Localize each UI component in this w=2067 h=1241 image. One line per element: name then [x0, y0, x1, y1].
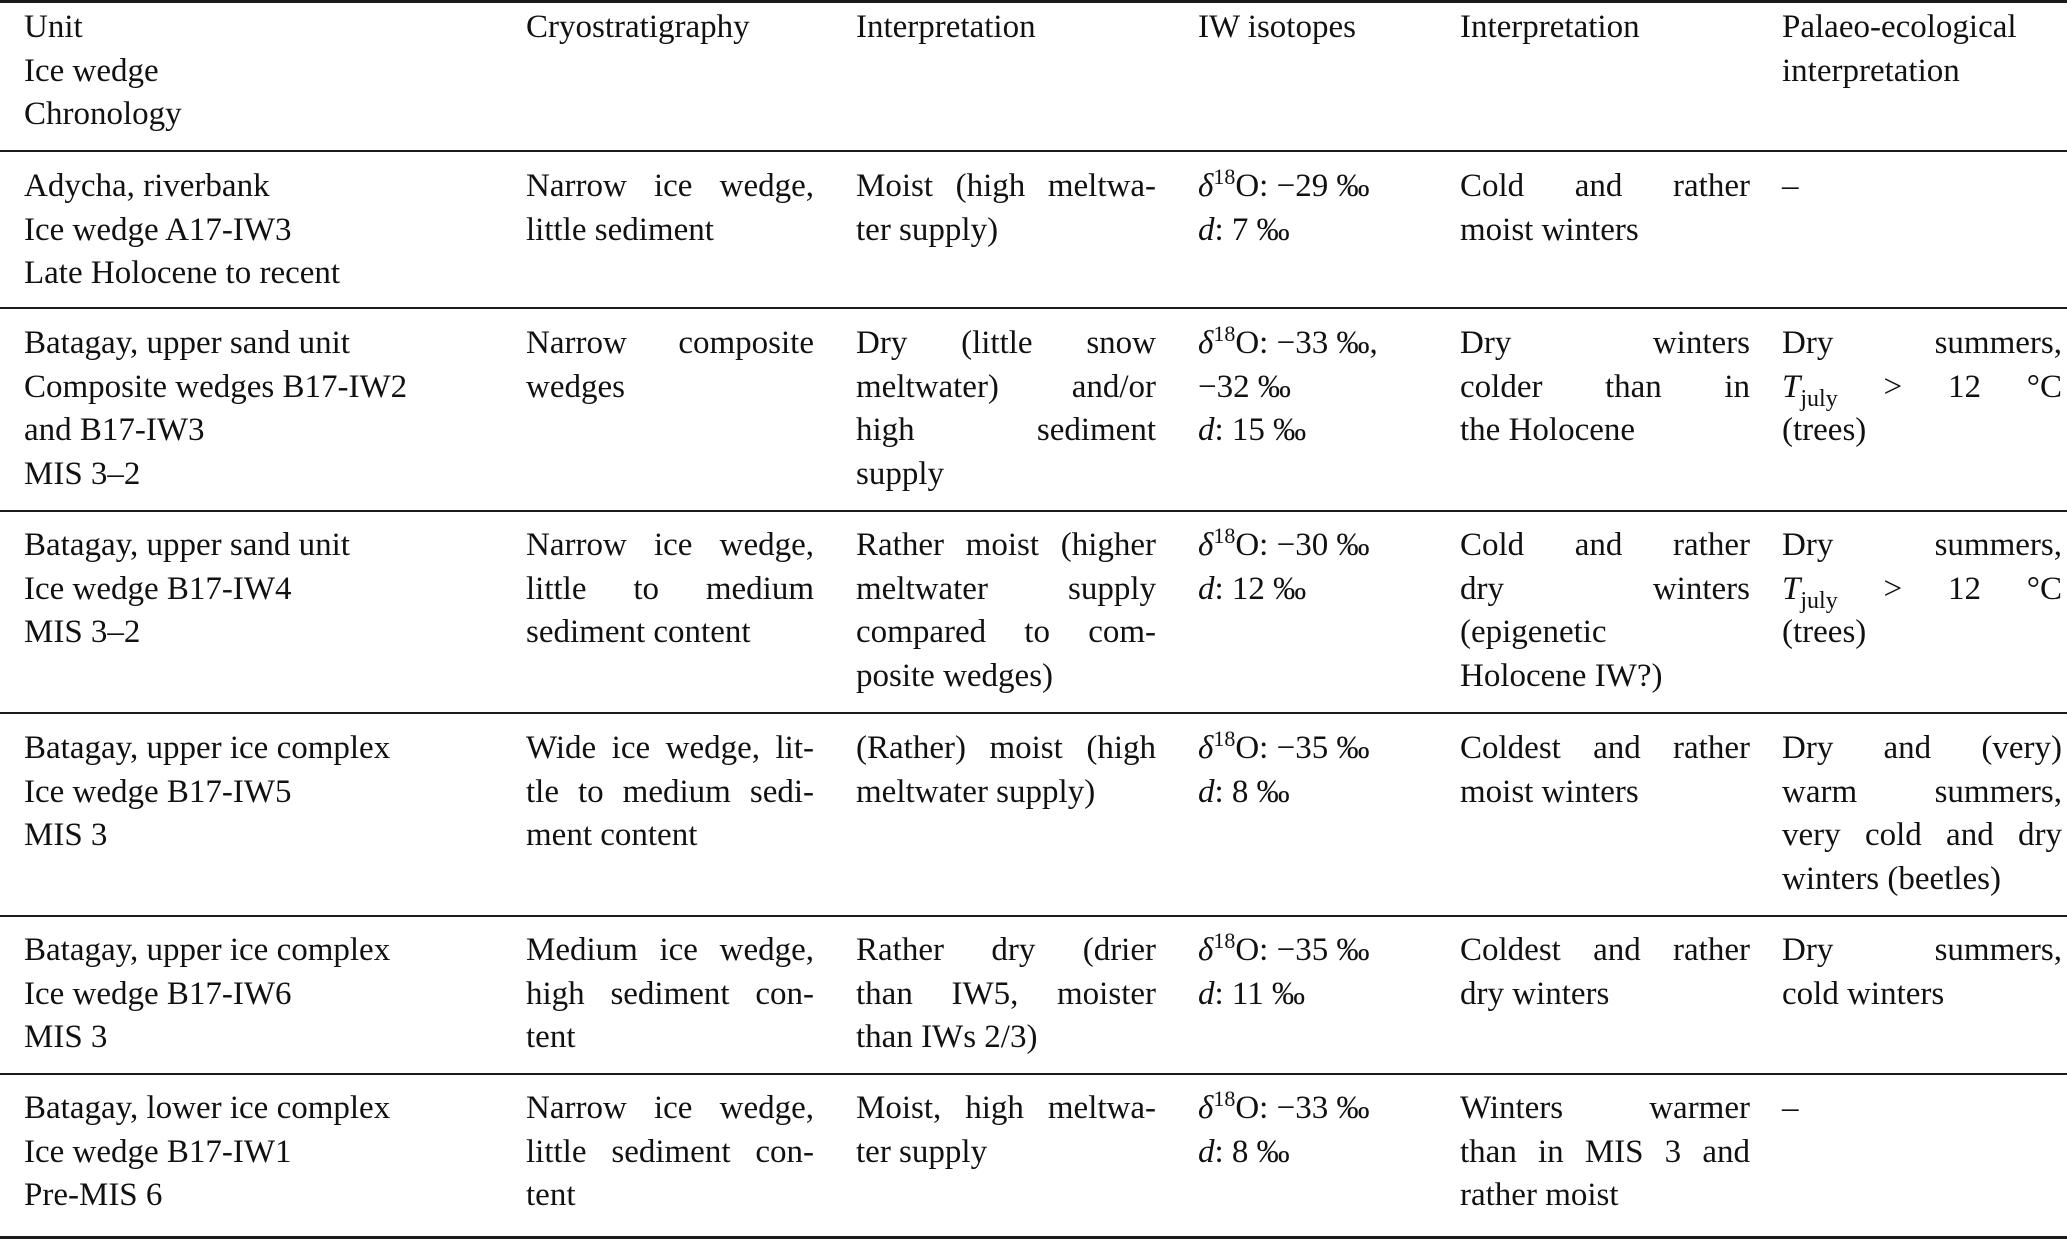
delta-o18-value: O: −35 ‰: [1235, 932, 1370, 968]
interpretation-cell-line: ter supply: [856, 1133, 988, 1170]
interpretation-2-cell-line: than in MIS 3 and: [1460, 1133, 1750, 1170]
palaeo-cell: [1782, 524, 2062, 655]
t-threshold: > 12 °C: [1837, 368, 2062, 405]
interpretation-2-cell-line: Coldest and rather: [1460, 730, 1750, 766]
d-excess-value: : 11 ‰: [1214, 975, 1305, 1012]
deuterium-excess-line: [1198, 1131, 1428, 1175]
header-unit-line: Ice wedge: [24, 52, 159, 89]
palaeo-cell-line: [1782, 366, 2062, 410]
unit-cell-line: Ice wedge B17-IW4: [24, 570, 292, 607]
delta-o18-value: O: −33 ‰,: [1235, 325, 1378, 361]
deuterium-excess-line: [1198, 209, 1428, 253]
delta-o18-line: [1198, 727, 1428, 771]
d-symbol: d: [1198, 975, 1215, 1012]
interpretation-2-cell-line: Dry winters: [1460, 325, 1750, 361]
unit-cell: [24, 165, 494, 296]
cryostratigraphy-cell-line: Narrow composite: [526, 325, 814, 361]
iw-isotopes-cell: [1198, 524, 1428, 611]
unit-cell-line: Ice wedge B17-IW1: [24, 1133, 292, 1170]
deuterium-excess-line: [1198, 409, 1428, 453]
row-rule: [0, 915, 2067, 917]
cryostratigraphy-cell: [526, 1087, 814, 1218]
cryostratigraphy-cell: [526, 322, 814, 409]
delta-symbol: δ: [1198, 168, 1214, 204]
interpretation-cell-line: compared to com-: [856, 614, 1156, 651]
palaeo-cell-line: –: [1782, 168, 1799, 204]
cryostratigraphy-cell-line: tent: [526, 1177, 576, 1214]
palaeo-cell-line: [1782, 568, 2062, 612]
palaeo-cell: [1782, 727, 2062, 901]
cryostratigraphy-cell-line: little sediment con-: [526, 1133, 814, 1170]
cryostratigraphy-cell-line: sediment content: [526, 614, 751, 651]
interpretation-cell-line: ter supply): [856, 211, 999, 248]
palaeo-cell: [1782, 929, 2062, 1016]
unit-cell: [24, 1087, 494, 1218]
header-cryostratigraphy: [526, 6, 814, 50]
palaeo-cell-line: Dry summers,: [1782, 527, 2062, 563]
cryostratigraphy-cell-line: Narrow ice wedge,: [526, 168, 814, 204]
unit-cell-line: Ice wedge B17-IW6: [24, 975, 292, 1012]
deuterium-excess-line: [1198, 973, 1428, 1017]
palaeo-cell-line: Dry and (very): [1782, 730, 2062, 766]
unit-cell: [24, 524, 494, 655]
d-excess-value: : 8 ‰: [1214, 773, 1290, 810]
unit-cell-line: Ice wedge B17-IW5: [24, 773, 292, 810]
unit-cell-line: MIS 3: [24, 1019, 108, 1056]
interpretation-cell-line: Dry (little snow: [856, 325, 1156, 361]
interpretation-2-cell-line: dry winters: [1460, 570, 1750, 607]
interpretation-cell: [856, 929, 1156, 1060]
header-interpretation-2-line: Interpretation: [1460, 9, 1640, 45]
unit-cell-line: Ice wedge A17-IW3: [24, 211, 292, 248]
d-symbol: d: [1198, 570, 1215, 607]
o18-superscript: 18: [1213, 523, 1236, 548]
cryostratigraphy-cell-line: little sediment: [526, 211, 714, 248]
interpretation-cell-line: meltwater supply): [856, 773, 1096, 810]
interpretation-cell-line: high sediment: [856, 412, 1156, 449]
interpretation-2-cell: [1460, 524, 1750, 698]
delta-symbol: δ: [1198, 932, 1214, 968]
unit-cell-line: Batagay, upper sand unit: [24, 527, 350, 563]
delta-symbol: δ: [1198, 325, 1214, 361]
unit-cell-line: Batagay, upper sand unit: [24, 325, 350, 361]
unit-cell: [24, 727, 494, 858]
delta-o18-value: O: −30 ‰: [1235, 527, 1370, 563]
iw-isotopes-cell: [1198, 929, 1428, 1016]
delta-o18-value: O: −33 ‰: [1235, 1090, 1370, 1126]
interpretation-cell-line: Rather moist (higher: [856, 527, 1156, 563]
interpretation-cell-line: Moist (high meltwa-: [856, 168, 1156, 204]
iw-isotopes-cell: [1198, 1087, 1428, 1174]
d-symbol: d: [1198, 773, 1215, 810]
unit-cell: [24, 322, 494, 496]
palaeo-cell-line: very cold and dry: [1782, 817, 2062, 854]
unit-cell-line: Adycha, riverbank: [24, 168, 270, 204]
palaeo-cell-line: (trees): [1782, 412, 1867, 449]
interpretation-2-cell-line: Cold and rather: [1460, 168, 1750, 204]
palaeo-cell-line: Dry summers,: [1782, 325, 2062, 361]
palaeo-cell: [1782, 165, 2062, 209]
interpretation-cell-line: posite wedges): [856, 657, 1054, 694]
interpretation-2-cell-line: moist winters: [1460, 773, 1639, 810]
header-interpretation-2: [1460, 6, 1750, 50]
cryostratigraphy-cell-line: high sediment con-: [526, 975, 814, 1012]
cryostratigraphy-cell-line: little to medium: [526, 570, 814, 607]
t-subscript: july: [1800, 587, 1838, 614]
delta-o18-value: O: −35 ‰: [1235, 730, 1370, 766]
header-unit-line: Unit: [24, 9, 83, 45]
unit-cell-line: Batagay, upper ice complex: [24, 730, 391, 766]
delta-o18-line: [1198, 165, 1428, 209]
cryostratigraphy-cell-line: tent: [526, 1019, 576, 1056]
cryostratigraphy-cell-line: Narrow ice wedge,: [526, 1090, 814, 1126]
unit-cell-line: and B17-IW3: [24, 412, 205, 449]
header-palaeo-line: interpretation: [1782, 52, 1960, 89]
delta-o18-line: [1198, 1087, 1428, 1131]
t-symbol: T: [1782, 368, 1801, 405]
interpretation-2-cell: [1460, 1087, 1750, 1218]
unit-cell-line: Batagay, upper ice complex: [24, 932, 391, 968]
unit-cell-line: Late Holocene to recent: [24, 255, 341, 292]
row-rule: [0, 150, 2067, 152]
interpretation-cell: [856, 322, 1156, 496]
interpretation-cell: [856, 727, 1156, 814]
unit-cell-line: MIS 3–2: [24, 614, 141, 651]
row-rule: [0, 712, 2067, 714]
row-rule: [0, 307, 2067, 309]
palaeo-cell-line: winters (beetles): [1782, 860, 2001, 897]
cryostratigraphy-cell-line: Wide ice wedge, lit-: [526, 730, 814, 766]
interpretation-cell-line: (Rather) moist (high: [856, 730, 1156, 766]
d-excess-value: : 8 ‰: [1214, 1133, 1290, 1170]
interpretation-2-cell-line: moist winters: [1460, 211, 1639, 248]
cryostratigraphy-cell-line: ment content: [526, 817, 698, 854]
header-cryostratigraphy-line: Cryostratigraphy: [526, 9, 750, 45]
palaeo-cell-line: (trees): [1782, 614, 1867, 651]
interpretation-cell-line: supply: [856, 455, 945, 492]
header-palaeo: [1782, 6, 2062, 93]
cryostratigraphy-cell-line: Narrow ice wedge,: [526, 527, 814, 563]
d-symbol: d: [1198, 412, 1215, 449]
palaeo-cell-line: –: [1782, 1090, 1799, 1126]
palaeo-cell: [1782, 322, 2062, 453]
unit-cell-line: Composite wedges B17-IW2: [24, 368, 408, 405]
palaeo-cell-line: warm summers,: [1782, 773, 2062, 810]
row-rule: [0, 1073, 2067, 1075]
bottom-rule: [0, 1236, 2067, 1239]
interpretation-cell: [856, 1087, 1156, 1174]
delta-o18-line: [1198, 322, 1428, 366]
row-rule: [0, 510, 2067, 512]
t-threshold: > 12 °C: [1837, 570, 2062, 607]
interpretation-2-cell: [1460, 322, 1750, 453]
delta-symbol: δ: [1198, 730, 1214, 766]
delta-symbol: δ: [1198, 1090, 1214, 1126]
iw-isotopes-cell: [1198, 727, 1428, 814]
header-interpretation: [856, 6, 1156, 50]
o18-superscript: 18: [1213, 928, 1236, 953]
header-unit-line: Chronology: [24, 96, 182, 133]
interpretation-2-cell: [1460, 929, 1750, 1016]
header-palaeo-line: Palaeo-ecological: [1782, 9, 2017, 45]
d-excess-value: : 15 ‰: [1214, 412, 1307, 449]
palaeo-cell: [1782, 1087, 2062, 1131]
delta-symbol: δ: [1198, 527, 1214, 563]
interpretation-2-cell-line: Holocene IW?): [1460, 657, 1663, 694]
iw-isotopes-cell: [1198, 165, 1428, 252]
interpretation-cell: [856, 165, 1156, 252]
cryostratigraphy-cell-line: wedges: [526, 368, 625, 405]
deuterium-excess-line: [1198, 771, 1428, 815]
interpretation-cell-line: meltwater) and/or: [856, 368, 1156, 405]
header-iw-isotopes-line: IW isotopes: [1198, 9, 1356, 45]
interpretation-cell-line: than IWs 2/3): [856, 1019, 1038, 1056]
unit-cell-line: MIS 3–2: [24, 455, 141, 492]
cryostratigraphy-cell: [526, 929, 814, 1060]
interpretation-2-cell: [1460, 727, 1750, 814]
o18-superscript: 18: [1213, 726, 1236, 751]
unit-cell: [24, 929, 494, 1060]
interpretation-cell-line: meltwater supply: [856, 570, 1156, 607]
delta-o18-extra: −32 ‰: [1198, 368, 1291, 405]
cryostratigraphy-cell-line: Medium ice wedge,: [526, 932, 814, 968]
interpretation-2-cell: [1460, 165, 1750, 252]
header-interpretation-line: Interpretation: [856, 9, 1036, 45]
interpretation-2-cell-line: rather moist: [1460, 1177, 1619, 1214]
o18-superscript: 18: [1213, 321, 1236, 346]
cryostratigraphy-cell: [526, 524, 814, 655]
palaeo-cell-line: Dry summers,: [1782, 932, 2062, 968]
delta-o18-value: O: −29 ‰: [1235, 168, 1370, 204]
interpretation-cell-line: than IW5, moister: [856, 975, 1156, 1012]
interpretation-2-cell-line: (epigenetic: [1460, 614, 1607, 651]
interpretation-2-cell-line: Coldest and rather: [1460, 932, 1750, 968]
interpretation-cell: [856, 524, 1156, 698]
delta-o18-line: [1198, 929, 1428, 973]
t-subscript: july: [1800, 385, 1838, 412]
d-excess-value: : 7 ‰: [1214, 211, 1290, 248]
d-symbol: d: [1198, 1133, 1215, 1170]
d-excess-value: : 12 ‰: [1214, 570, 1307, 607]
t-symbol: T: [1782, 570, 1801, 607]
header-iw-isotopes: [1198, 6, 1428, 50]
d-symbol: d: [1198, 211, 1215, 248]
cryostratigraphy-cell-line: tle to medium sedi-: [526, 773, 814, 810]
unit-cell-line: MIS 3: [24, 817, 108, 854]
o18-superscript: 18: [1213, 1086, 1236, 1111]
palaeo-cell-line: cold winters: [1782, 975, 1945, 1012]
interpretation-2-cell-line: dry winters: [1460, 975, 1610, 1012]
cryostratigraphy-cell: [526, 165, 814, 252]
interpretation-2-cell-line: colder than in: [1460, 368, 1750, 405]
interpretation-2-cell-line: Cold and rather: [1460, 527, 1750, 563]
unit-cell-line: Pre-MIS 6: [24, 1177, 163, 1214]
unit-cell-line: Batagay, lower ice complex: [24, 1090, 391, 1126]
interpretation-cell-line: Rather dry (drier: [856, 932, 1156, 968]
interpretation-cell-line: Moist, high meltwa-: [856, 1090, 1156, 1126]
top-rule: [0, 0, 2067, 3]
delta-o18-line: [1198, 524, 1428, 568]
interpretation-2-cell-line: the Holocene: [1460, 412, 1636, 449]
iw-isotopes-cell: [1198, 322, 1428, 453]
header-unit: [24, 6, 494, 137]
deuterium-excess-line: [1198, 568, 1428, 612]
cryostratigraphy-cell: [526, 727, 814, 858]
o18-superscript: 18: [1213, 164, 1236, 189]
interpretation-2-cell-line: Winters warmer: [1460, 1090, 1750, 1126]
